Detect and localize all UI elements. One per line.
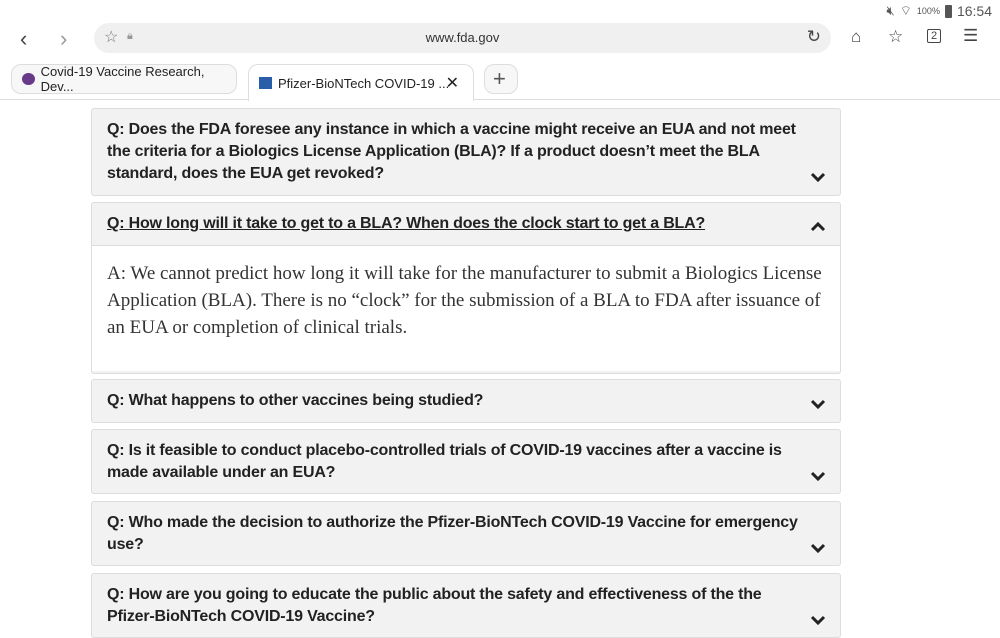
tab-covid-research[interactable]: [11, 64, 237, 94]
faq-question[interactable]: [92, 502, 840, 566]
question-text: Q: Is it feasible to conduct placebo-controlled trials of COVID-19 vaccines after a vaccine is made available under an EUA?: [107, 442, 782, 481]
chevron-down-icon: [810, 542, 826, 554]
faq-question[interactable]: [92, 574, 840, 638]
chevron-down-icon: [810, 614, 826, 626]
question-text: Q: How are you going to educate the public about the safety and effectiveness of the the Pfizer-BioNTech COVID-19 Vaccine?: [107, 586, 762, 625]
faq-question[interactable]: [92, 203, 840, 245]
question-text: Q: What happens to other vaccines being studied?: [107, 392, 484, 409]
address-bar[interactable]: [94, 23, 831, 53]
fda-favicon: [259, 77, 272, 89]
question-text: Q: How long will it take to get to a BLA? When does the clock start to get a BLA?: [107, 215, 706, 232]
tab-title: Pfizer-BioNTech COVID-19 ...: [278, 75, 450, 91]
status-bar: [886, 0, 992, 22]
back-button[interactable]: ‹: [20, 26, 28, 51]
reload-icon[interactable]: ↻: [806, 27, 821, 46]
clock: 16:54: [956, 3, 992, 19]
battery-percent: 100%: [916, 6, 940, 16]
faq-item[interactable]: [91, 573, 841, 638]
chevron-down-icon: [810, 470, 826, 482]
faq-question[interactable]: [92, 430, 840, 494]
bookmarks-icon[interactable]: ☆: [888, 27, 904, 46]
browser-toolbar: [0, 22, 1000, 56]
faq-item[interactable]: [91, 379, 841, 423]
faq-question[interactable]: [92, 109, 840, 195]
url-text[interactable]: www.fda.gov: [425, 30, 500, 45]
question-text: Q: Does the FDA foresee any instance in which a vaccine might receive an EUA and not meet the criteria for a Biologics License Application (BLA)? If a product doesn’t meet the BLA standard, does the EUA get revoked?: [107, 121, 796, 182]
chevron-down-icon: [810, 398, 826, 410]
tab-title: Covid-19 Vaccine Research, Dev...: [40, 64, 205, 94]
tab-strip: [0, 60, 1000, 100]
close-tab-icon[interactable]: ✕: [445, 75, 459, 92]
faq-item[interactable]: [91, 501, 841, 566]
faq-item[interactable]: [91, 429, 841, 494]
site-favicon: [22, 73, 35, 85]
chevron-up-icon: [810, 221, 826, 233]
question-text: Q: Who made the decision to authorize the Pfizer-BioNTech COVID-19 Vaccine for emergency use?: [107, 514, 798, 553]
home-icon[interactable]: ⌂: [851, 27, 862, 46]
faq-answer: A: We cannot predict how long it will take for the manufacturer to submit a Biologics License Application (BLA). There is no “clock” for the submission of a BLA to FDA after issuance of an EUA or completion of clinical trials.: [92, 245, 840, 371]
faq-item-expanded[interactable]: [91, 202, 841, 374]
lock-icon: 🔒︎: [127, 30, 133, 42]
new-tab-button[interactable]: +: [484, 64, 518, 94]
menu-icon[interactable]: ☰: [963, 26, 979, 45]
tab-pfizer[interactable]: [248, 64, 474, 101]
faq-question[interactable]: [92, 380, 840, 422]
mute-icon: 🔇︎: [886, 3, 895, 18]
star-icon[interactable]: ☆: [104, 29, 119, 46]
faq-item[interactable]: [91, 108, 841, 196]
battery-icon: [945, 5, 952, 18]
wifi-icon: ⌔: [899, 3, 912, 18]
chevron-down-icon: [810, 171, 826, 183]
forward-button[interactable]: ›: [60, 26, 68, 51]
tabs-icon[interactable]: 2: [927, 29, 941, 43]
